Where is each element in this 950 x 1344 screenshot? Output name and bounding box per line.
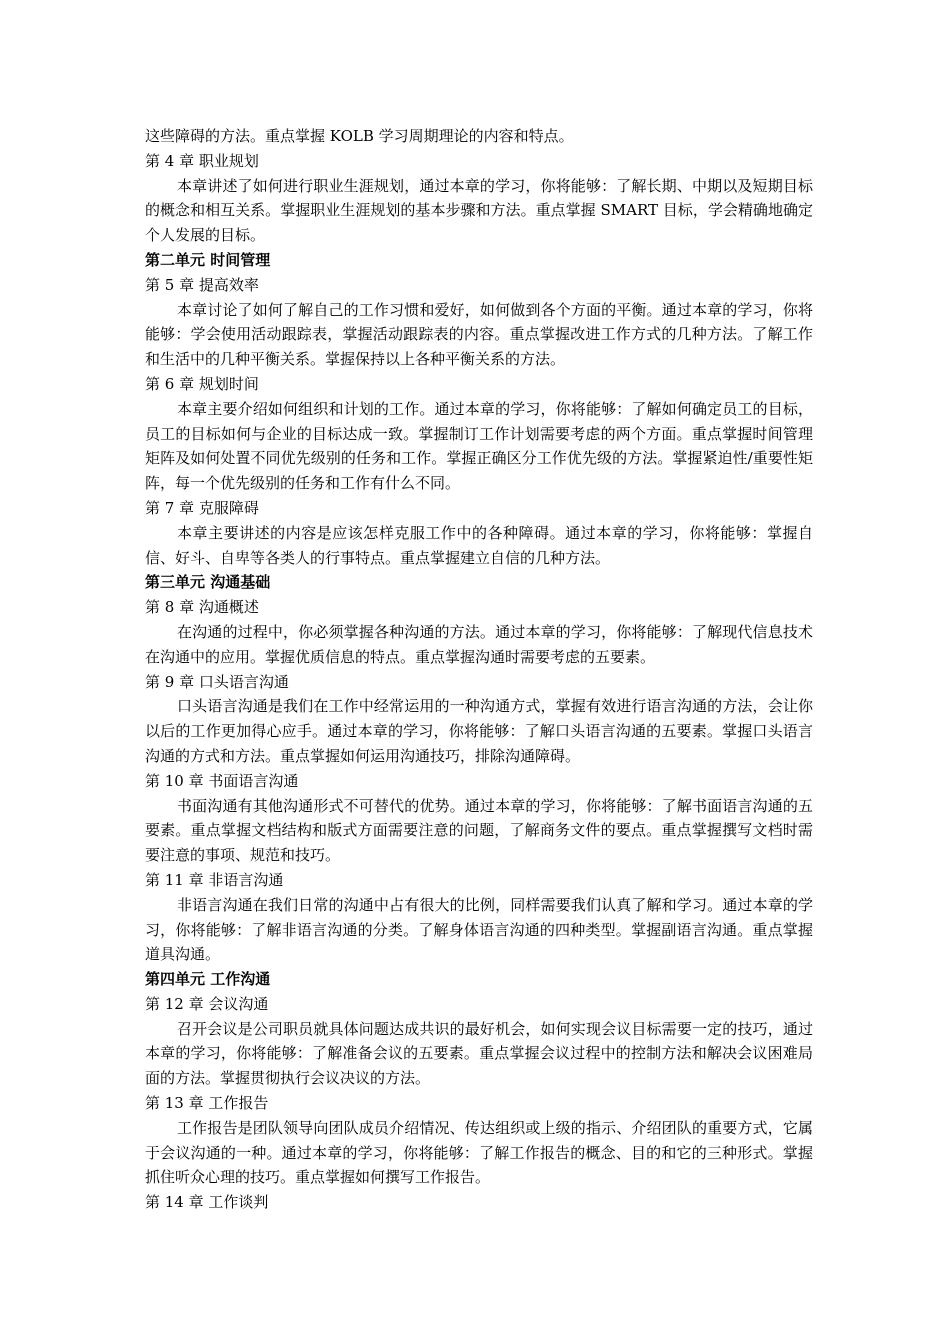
chapter-heading-6: 第 6 章 规划时间 bbox=[145, 374, 259, 393]
chapter-heading-8: 第 8 章 沟通概述 bbox=[145, 598, 259, 617]
chapter-7-summary: 本章主要讲述的内容是应该怎样克服工作中的各种障碍。通过本章的学习，你将能够：掌握自信、好斗、自卑等各类人的行事特点。重点掌握建立自信的几种方法。 bbox=[145, 523, 813, 567]
chapter-13-summary: 工作报告是团队领导向团队成员介绍情况、传达组织或上级的指示、介绍团队的重要方式，它属于会议沟通的一种。通过本章的学习，你将能够：了解工作报告的概念、目的和它的三种形式。掌握抓住听众心理的技巧。重点掌握如何撰写工作报告。 bbox=[145, 1118, 813, 1187]
chapter-heading-7: 第 7 章 克服障碍 bbox=[145, 498, 259, 517]
document-page bbox=[145, 124, 813, 1215]
chapter-4-summary: 本章讲述了如何进行职业生涯规划，通过本章的学习，你将能够：了解长期、中期以及短期目标的概念和相互关系。掌握职业生涯规划的基本步骤和方法。重点掌握 SMART 目标，学会精确地确定个人发展的目标。 bbox=[145, 176, 813, 245]
chapter-heading-11: 第 11 章 非语言沟通 bbox=[145, 870, 284, 889]
chapter-6-summary: 本章主要介绍如何组织和计划的工作。通过本章的学习，你将能够：了解如何确定员工的目标，员工的目标如何与企业的目标达成一致。掌握制订工作计划需要考虑的两个方面。重点掌握时间管理矩阵及如何处置不同优先级别的任务和工作。掌握正确区分工作优先级的方法。掌握紧迫性/重要性矩阵，每一个优先级别的任务和工作有什么不同。 bbox=[145, 399, 813, 493]
chapter-5-summary: 本章讨论了如何了解自己的工作习惯和爱好，如何做到各个方面的平衡。通过本章的学习，你将能够：学会使用活动跟踪表，掌握活动跟踪表的内容。重点掌握改进工作方式的几种方法。了解工作和生活中的几种平衡关系。掌握保持以上各种平衡关系的方法。 bbox=[145, 300, 813, 369]
continued-paragraph: 这些障碍的方法。重点掌握 KOLB 学习周期理论的内容和特点。 bbox=[145, 127, 574, 145]
chapter-heading-10: 第 10 章 书面语言沟通 bbox=[145, 771, 299, 790]
chapter-heading-14: 第 14 章 工作谈判 bbox=[145, 1193, 269, 1212]
chapter-11-summary: 非语言沟通在我们日常的沟通中占有很大的比例，同样需要我们认真了解和学习。通过本章的学习，你将能够：了解非语言沟通的分类。了解身体语言沟通的四种类型。掌握副语言沟通。重点掌握道具沟通。 bbox=[145, 895, 813, 964]
chapter-9-summary: 口头语言沟通是我们在工作中经常运用的一种沟通方式，掌握有效进行语言沟通的方法，会让你以后的工作更加得心应手。通过本章的学习，你将能够：了解口头语言沟通的五要素。掌握口头语言沟通的方式和方法。重点掌握如何运用沟通技巧，排除沟通障碍。 bbox=[145, 697, 813, 765]
chapter-heading-12: 第 12 章 会议沟通 bbox=[145, 994, 269, 1013]
chapter-12-summary: 召开会议是公司职员就具体问题达成共识的最好机会，如何实现会议目标需要一定的技巧，通过本章的学习，你将能够：了解准备会议的五要素。重点掌握会议过程中的控制方法和解决会议困难局面的方法。掌握贯彻执行会议决议的方法。 bbox=[145, 1019, 813, 1088]
chapter-heading-13: 第 13 章 工作报告 bbox=[145, 1094, 269, 1113]
chapter-8-summary: 在沟通的过程中，你必须掌握各种沟通的方法。通过本章的学习，你将能够：了解现代信息技术在沟通中的应用。掌握优质信息的特点。重点掌握沟通时需要考虑的五要素。 bbox=[145, 622, 813, 666]
chapter-10-summary: 书面沟通有其他沟通形式不可替代的优势。通过本章的学习，你将能够：了解书面语言沟通的五要素。重点掌握文档结构和版式方面需要注意的问题，了解商务文件的要点。重点掌握撰写文档时需要注意的事项、规范和技巧。 bbox=[145, 796, 813, 865]
chapter-heading-4: 第 4 章 职业规划 bbox=[145, 151, 259, 170]
chapter-heading-9: 第 9 章 口头语言沟通 bbox=[145, 672, 289, 691]
unit-heading-3: 第三单元 沟通基础 bbox=[145, 573, 271, 592]
unit-heading-4: 第四单元 工作沟通 bbox=[145, 970, 271, 989]
chapter-heading-5: 第 5 章 提高效率 bbox=[145, 275, 259, 294]
unit-heading-2: 第二单元 时间管理 bbox=[145, 250, 271, 269]
